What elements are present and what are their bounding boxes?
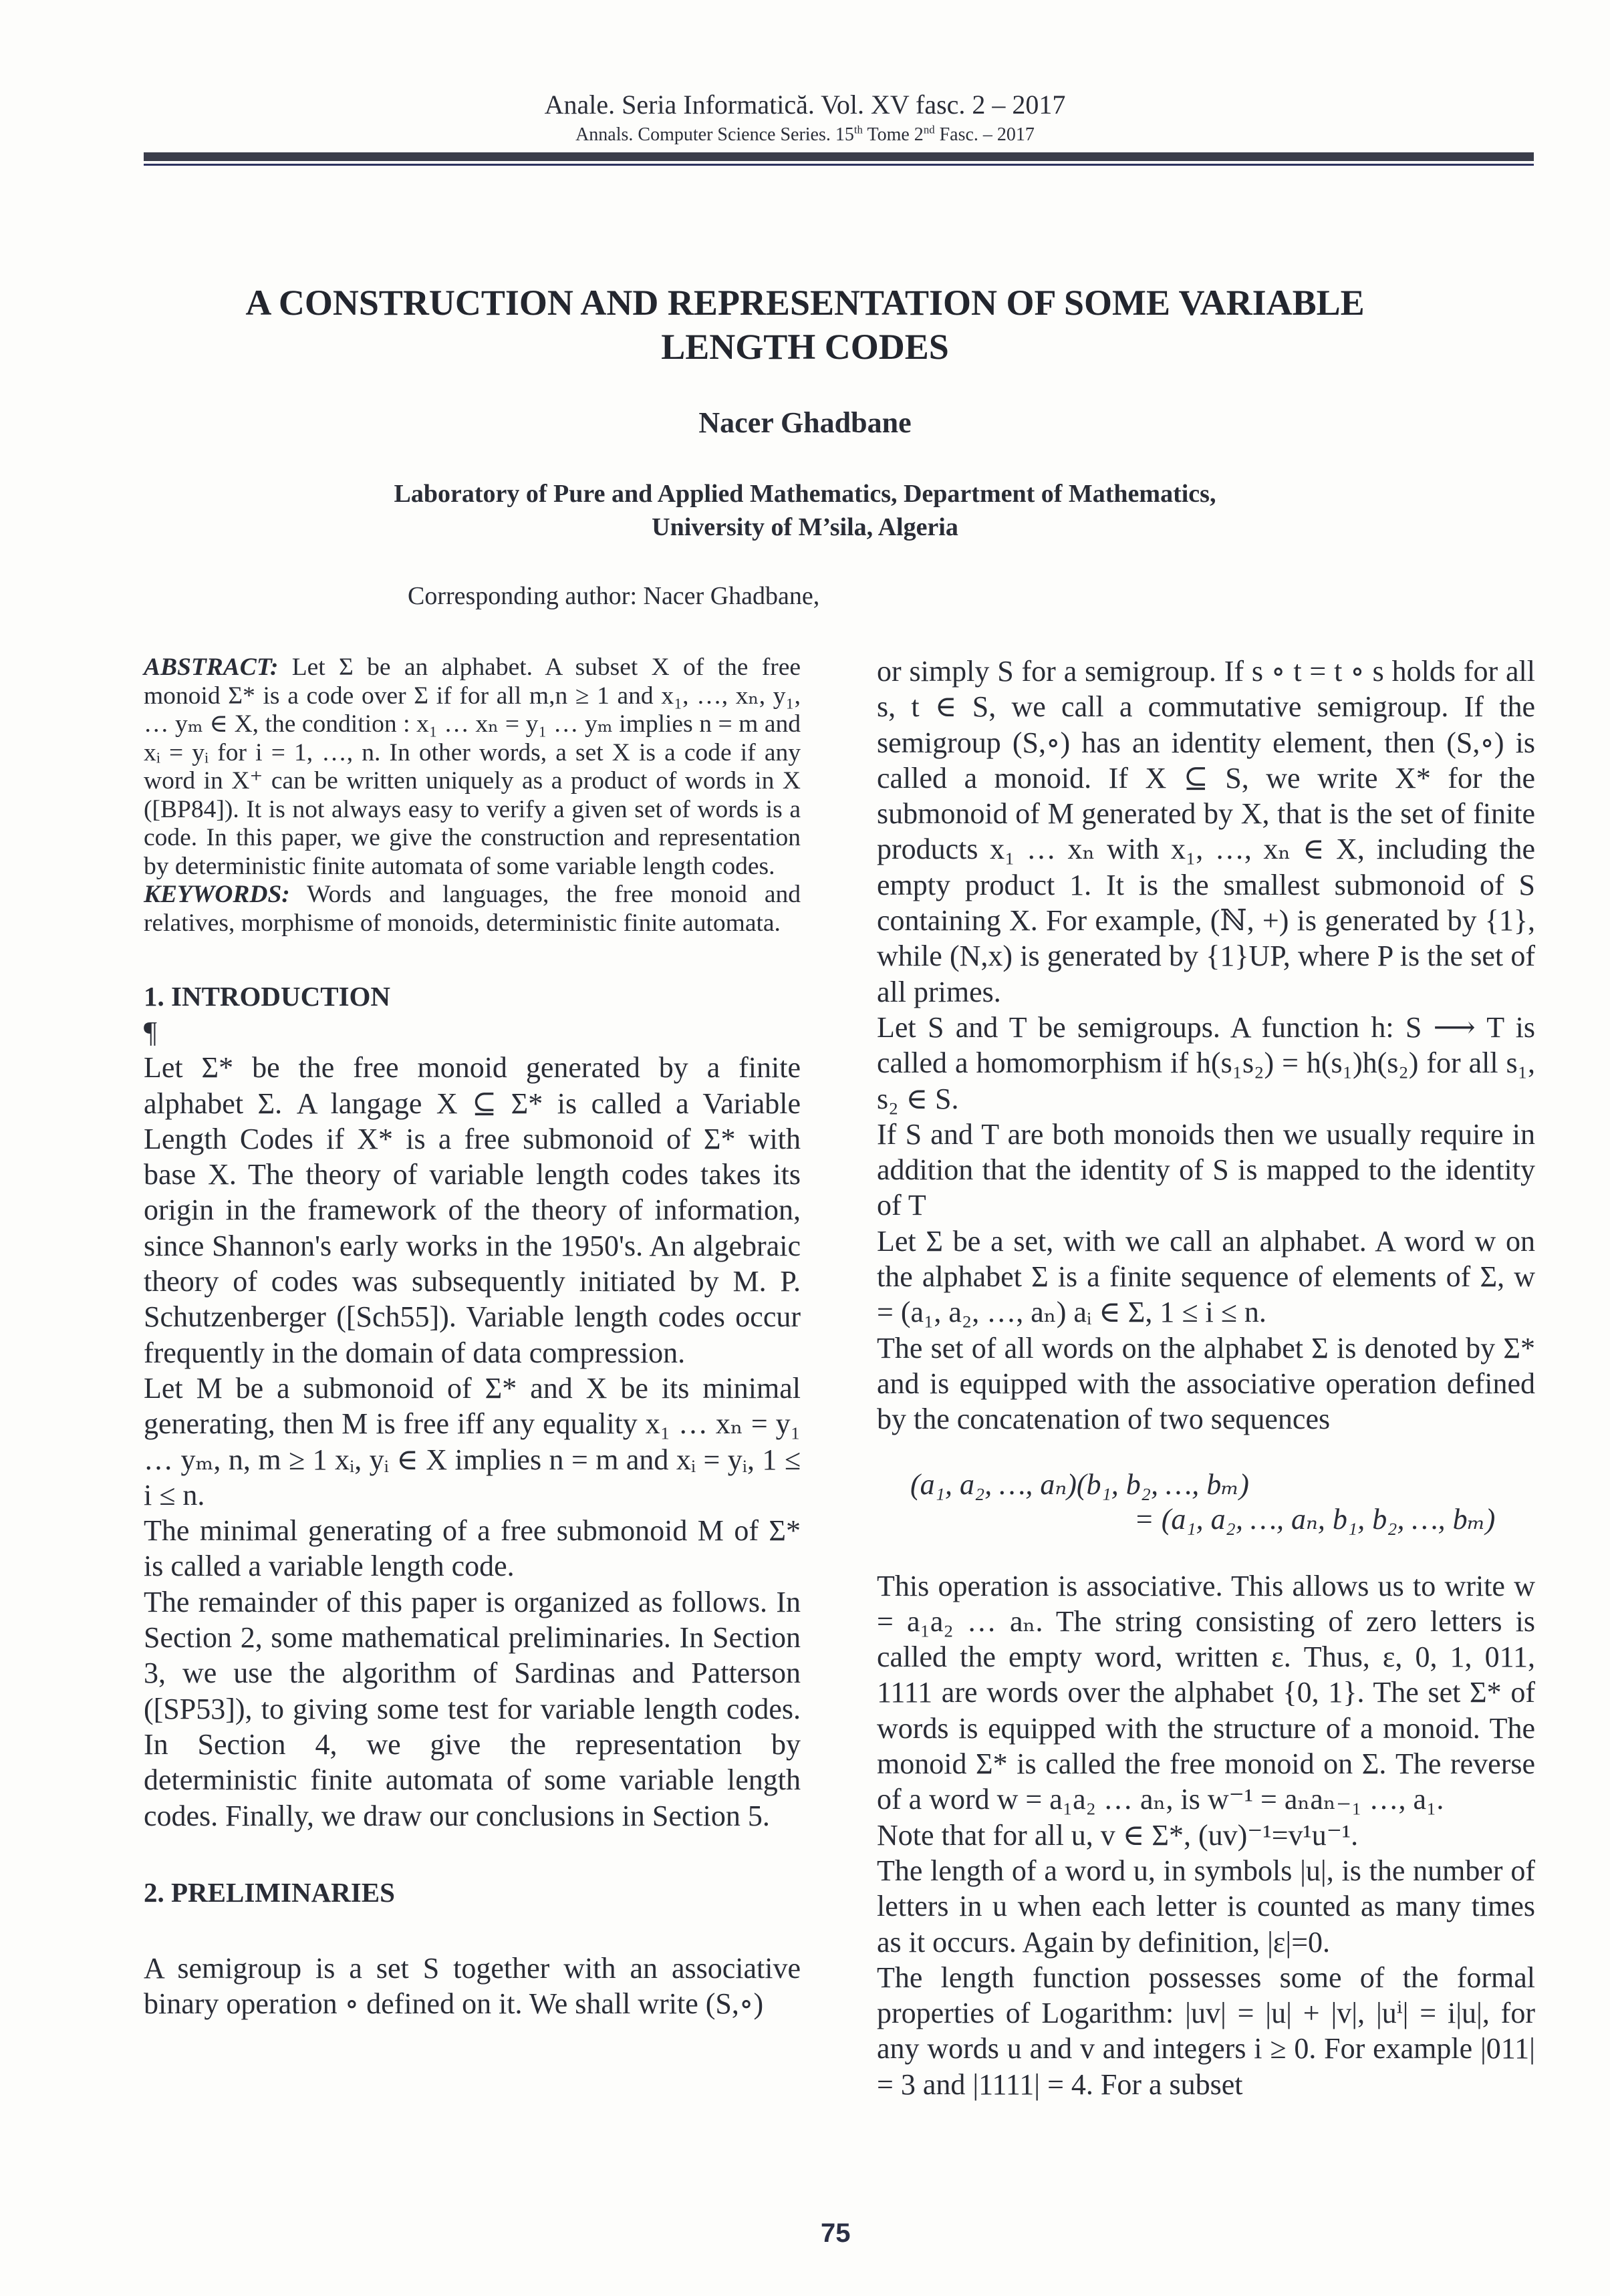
body-paragraph: Let Σ be a set, with we call an alphabet. A word w on the alphabet Σ is a finite sequence of elements of Σ, w = (a₁, a₂, …, aₙ) aᵢ ∈ Σ, 1 ≤ i ≤ n. [877,1224,1535,1329]
section-heading-preliminaries: 2. PRELIMINARIES [144,1876,395,1908]
body-paragraph: The minimal generating of a free submonoid M of Σ* is called a variable length code. [144,1514,801,1583]
paper-title [0,281,1610,369]
body-paragraph: The set of all words on the alphabet Σ is denoted by Σ* and is equipped with the associative operation defined by the concatenation of two sequences [877,1331,1535,1436]
corresponding-author: Corresponding author: Nacer Ghadbane, [408,582,820,610]
body-paragraph: Let S and T be semigroups. A function h: S ⟶ T is called a homomorphism if h(s₁s₂) = h(s₁)h(s₂) for all s₁, s₂ ∈ S. [877,1010,1535,1115]
abstract-text: Let Σ be an alphabet. A subset X of the free monoid Σ* is a code over Σ if for all m,n ≥ 1 and x₁, …, xₙ, y₁, … yₘ ∈ X, the condition : x₁ … xₙ = y₁ … yₘ implies n = m and xᵢ = yᵢ for i = 1, …, n. In other words, a set X is a code if any word in X⁺ can be written uniquely as a product of words in X ([BP84]). It is not always easy to verify a given set of words is a code. In this paper, we give the construction and representation by deterministic finite automata of some variable length codes. [144,654,801,880]
equation-line1: (a₁, a₂, …, aₙ)(b₁, b₂, …, bₘ) [910,1467,1249,1501]
keywords-paragraph [144,881,801,938]
affiliation-line1: Laboratory of Pure and Applied Mathematics, Department of Mathematics, [394,480,1216,508]
body-paragraph: If S and T are both monoids then we usually require in addition that the identity of S is mapped to the identity of T [877,1117,1535,1222]
body-paragraph: or simply S for a semigroup. If s ∘ t = t ∘ s holds for all s, t ∈ S, we call a commutative semigroup. If the semigroup (S,∘) has an identity element, then (S,∘) is called a monoid. If X ⊆ S, we write X* for the submonoid of M generated by X, that is the set of finite products x₁ … xₙ with x₁, …, xₙ ∈ X, including the empty product 1. It is the smallest submonoid of S containing X. For example, (ℕ, +) is generated by {1}, while (N,x) is generated by {1}UP, where P is the set of all primes. [877,655,1535,1008]
author-name: Nacer Ghadbane [698,406,912,439]
concatenation-equation [877,1467,1535,1539]
page-number: 75 [821,2218,851,2248]
title-line1: A CONSTRUCTION AND REPRESENTATION OF SOME VARIABLE [245,283,1365,323]
keywords-label: KEYWORDS: [144,881,290,908]
affiliation [0,477,1610,544]
title-line2: LENGTH CODES [661,327,949,367]
introduction-section [144,979,801,1834]
journal-fasc-text: Fasc. – 2017 [934,124,1035,145]
journal-series-text: Annals. Computer Science Series. 15 [575,124,854,145]
header-rule-thin [144,164,1534,166]
body-paragraph: Note that for all u, v ∈ Σ*, (uv)⁻¹=v¹u⁻¹. [877,1818,1359,1852]
affiliation-line2: University of M’sila, Algeria [652,513,958,541]
pilcrow-mark: ¶ [144,1016,157,1049]
body-paragraph: The length of a word u, in symbols |u|, is the number of letters in u when each letter is counted as many times as it occurs. Again by definition, |ε|=0. [877,1854,1535,1959]
body-paragraph: Let M be a submonoid of Σ* and X be its minimal generating, then M is free iff any equality x₁ … xₙ = y₁ … yₘ, n, m ≥ 1 xᵢ, yᵢ ∈ X implies n = m and xᵢ = yᵢ, 1 ≤ i ≤ n. [144,1371,801,1512]
left-column [144,654,801,2022]
body-paragraph: This operation is associative. This allows us to write w = a₁a₂ … aₙ. The string consisting of zero letters is called the empty word, written ε. Thus, ε, 0, 1, 011, 1111 are words over the alphabet {0, 1}. The set Σ* of words is equipped with the structure of a monoid. The monoid Σ* is called the free monoid on Σ. The reverse of a word w = a₁a₂ … aₙ, is w⁻¹ = aₙaₙ₋₁ …, a₁. [877,1569,1535,1816]
body-paragraph: The length function possesses some of the formal properties of Logarithm: |uv| = |u| + |v|, |uⁱ| = i|u|, for any words u and v and integers i ≥ 0. For example |011| = 3 and |1111| = 4. For a subset [877,1961,1535,2101]
journal-header-line2 [0,124,1610,146]
ordinal-sup: th [853,123,863,136]
right-column [877,654,1535,2102]
journal-header-line1: Anale. Seria Informatică. Vol. XV fasc. 2 – 2017 [544,90,1066,120]
journal-tome-text: Tome 2 [862,124,924,145]
body-paragraph: The remainder of this paper is organized as follows. In Section 2, some mathematical preliminaries. In Section 3, we use the algorithm of Sardinas and Patterson ([SP53]), to giving some test for variable length codes. In Section 4, we give the representation by deterministic finite automata of some variable length codes. Finally, we draw our conclusions in Section 5. [144,1585,801,1832]
abstract-label: ABSTRACT: [144,654,279,681]
ordinal-sup: nd [923,123,935,136]
preliminaries-section [144,1875,801,2022]
keywords-text: Words and languages, the free monoid and relatives, morphisme of monoids, deterministic finite automata. [144,881,801,937]
abstract-block [144,654,801,938]
equation-line2: = (a₁, a₂, …, aₙ, b₁, b₂, …, bₘ) [1134,1502,1496,1536]
body-paragraph: A semigroup is a set S together with an associative binary operation ∘ defined on it. We shall write (S,∘) [144,1952,801,2021]
header-rule-thick [144,152,1534,161]
abstract-paragraph [144,654,801,881]
body-paragraph: Let Σ* be the free monoid generated by a finite alphabet Σ. A langage X ⊆ Σ* is called a Variable Length Codes if X* is a free submonoid of Σ* with base X. The theory of variable length codes takes its origin in the framework of the theory of information, since Shannon's early works in the 1950's. An algebraic theory of codes was subsequently initiated by M. P. Schutzenberger ([Sch55]). Variable length codes occur frequently in the domain of data compression. [144,1051,801,1369]
section-heading-introduction: 1. INTRODUCTION [144,981,391,1012]
